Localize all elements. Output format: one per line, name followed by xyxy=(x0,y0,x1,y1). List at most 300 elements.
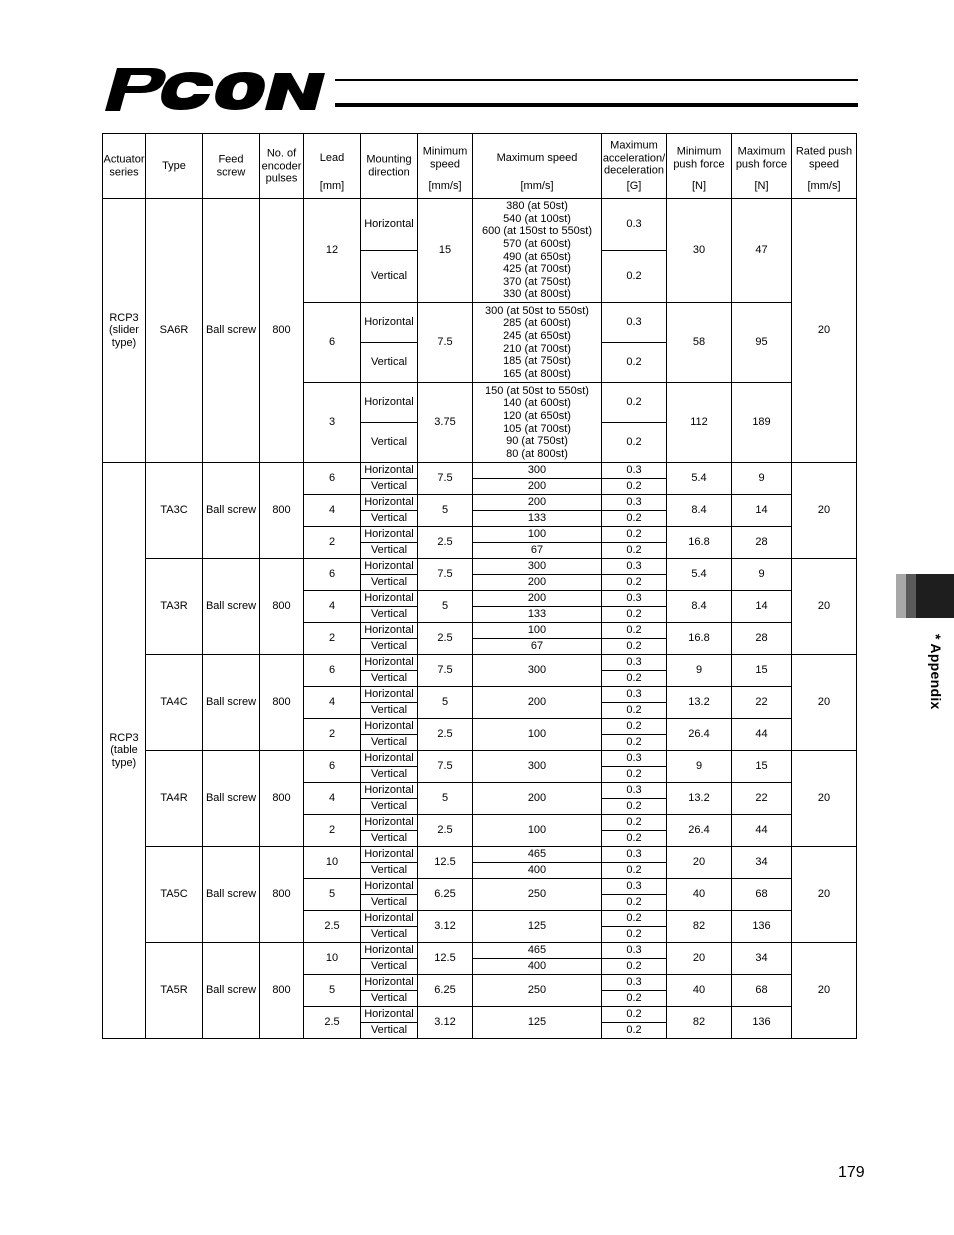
max-accel-cell xyxy=(602,767,667,783)
max-speed-cell-text: 100 xyxy=(527,824,547,837)
type-cell-text: TA3C xyxy=(160,504,188,517)
max-accel-cell-text: 0.3 xyxy=(626,560,642,573)
min-speed-cell-text: 3.12 xyxy=(434,1016,456,1029)
min-speed-cell-text: 5 xyxy=(441,696,449,709)
lead-cell xyxy=(304,591,361,623)
max-speed-cell xyxy=(473,959,602,975)
max-accel-cell xyxy=(602,719,667,735)
encoder-pulses-cell xyxy=(260,751,304,847)
max-accel-cell xyxy=(602,543,667,559)
encoder-pulses-cell-text: 800 xyxy=(272,792,291,805)
lead-cell xyxy=(304,559,361,591)
min-push-force-cell-text: 16.8 xyxy=(688,632,710,645)
encoder-pulses-cell xyxy=(260,463,304,559)
rated-push-speed-cell xyxy=(792,655,857,751)
max-speed-cell-text: 67 xyxy=(530,640,544,653)
max-speed-cell-text: 380 (at 50st) 540 (at 100st) 600 (at 150st to 550st) 570 (at 600st) 490 (at 650st) 425 (at 700st) 370 (at 750st) 330 (at 800st) xyxy=(481,200,593,301)
max-push-force-cell-text: 136 xyxy=(752,920,771,933)
lead-cell xyxy=(304,815,361,847)
lead-cell xyxy=(304,975,361,1007)
mounting-direction-cell-text: Horizontal xyxy=(364,1008,414,1021)
pcon-logo xyxy=(95,64,335,112)
max-accel-cell-text: 0.3 xyxy=(626,944,642,957)
table-header-row xyxy=(103,134,857,199)
max-push-force-cell-text: 44 xyxy=(755,824,768,837)
mounting-direction-cell xyxy=(361,799,418,815)
section-tab-marker xyxy=(896,574,954,618)
type-cell-text: TA5R xyxy=(160,984,188,997)
max-push-force-cell-text: 28 xyxy=(755,632,768,645)
column-header-unit: [G] xyxy=(626,180,642,192)
type-cell-text: TA4C xyxy=(160,696,188,709)
mounting-direction-cell xyxy=(361,671,418,687)
max-speed-cell xyxy=(473,575,602,591)
mounting-direction-cell-text: Vertical xyxy=(370,436,408,449)
column-header xyxy=(473,134,602,199)
max-accel-cell-text: 0.2 xyxy=(626,608,642,621)
mounting-direction-cell-text: Vertical xyxy=(370,736,408,749)
max-accel-cell-text: 0.2 xyxy=(626,436,642,449)
max-accel-cell xyxy=(602,847,667,863)
column-header-label: Type xyxy=(162,159,186,172)
min-speed-cell xyxy=(418,495,473,527)
tab-block-dark xyxy=(916,574,954,618)
column-header xyxy=(304,134,361,199)
column-header-label: Lead xyxy=(319,152,345,165)
lead-cell-text: 2 xyxy=(328,728,336,741)
min-speed-cell xyxy=(418,383,473,463)
encoder-pulses-cell xyxy=(260,943,304,1039)
min-push-force-cell-text: 13.2 xyxy=(688,792,710,805)
mounting-direction-cell-text: Vertical xyxy=(370,480,408,493)
mounting-direction-cell xyxy=(361,751,418,767)
encoder-pulses-cell xyxy=(260,559,304,655)
min-speed-cell-text: 7.5 xyxy=(437,664,453,677)
min-push-force-cell-text: 40 xyxy=(692,984,706,997)
max-speed-cell xyxy=(473,383,602,463)
column-header-label: Maximum acceleration/ deceleration xyxy=(602,139,666,177)
column-header-unit: [mm/s] xyxy=(428,180,462,192)
min-push-force-cell-text: 26.4 xyxy=(688,824,710,837)
max-speed-cell-text: 250 xyxy=(527,984,547,997)
column-header xyxy=(361,134,418,199)
mounting-direction-cell xyxy=(361,655,418,671)
lead-cell xyxy=(304,687,361,719)
max-speed-cell-text: 125 xyxy=(527,1016,547,1029)
max-accel-cell xyxy=(602,975,667,991)
lead-cell-text: 4 xyxy=(328,600,336,613)
max-accel-cell xyxy=(602,1007,667,1023)
max-push-force-cell-text: 34 xyxy=(755,952,768,965)
min-speed-cell xyxy=(418,975,473,1007)
max-speed-cell xyxy=(473,1007,602,1039)
min-speed-cell-text: 2.5 xyxy=(437,536,453,549)
max-speed-cell xyxy=(473,975,602,1007)
max-accel-cell-text: 0.2 xyxy=(626,720,642,733)
max-accel-cell-text: 0.3 xyxy=(626,880,642,893)
mounting-direction-cell-text: Horizontal xyxy=(364,720,414,733)
rated-push-speed-cell xyxy=(792,199,857,463)
max-accel-cell-text: 0.2 xyxy=(626,270,642,283)
max-accel-cell-text: 0.3 xyxy=(626,316,642,329)
mounting-direction-cell-text: Horizontal xyxy=(364,464,414,477)
mounting-direction-cell xyxy=(361,303,418,343)
encoder-pulses-cell xyxy=(260,199,304,463)
type-cell-text: SA6R xyxy=(159,324,189,337)
max-speed-cell xyxy=(473,591,602,607)
min-speed-cell-text: 12.5 xyxy=(434,952,456,965)
lead-cell xyxy=(304,623,361,655)
lead-cell xyxy=(304,383,361,463)
max-accel-cell xyxy=(602,879,667,895)
mounting-direction-cell xyxy=(361,703,418,719)
max-speed-cell xyxy=(473,943,602,959)
max-speed-cell xyxy=(473,719,602,751)
table-row xyxy=(103,847,857,863)
rated-push-speed-cell xyxy=(792,751,857,847)
max-speed-cell-text: 200 xyxy=(527,592,547,605)
column-header-label: Rated push speed xyxy=(795,145,853,171)
max-accel-cell xyxy=(602,343,667,383)
max-accel-cell-text: 0.2 xyxy=(626,624,642,637)
mounting-direction-cell-text: Horizontal xyxy=(364,880,414,893)
mounting-direction-cell-text: Horizontal xyxy=(364,816,414,829)
mounting-direction-cell xyxy=(361,863,418,879)
min-speed-cell xyxy=(418,687,473,719)
max-push-force-cell-text: 14 xyxy=(755,600,768,613)
max-push-force-cell-text: 189 xyxy=(752,416,771,429)
max-accel-cell-text: 0.2 xyxy=(626,928,642,941)
mounting-direction-cell-text: Horizontal xyxy=(364,496,414,509)
max-accel-cell-text: 0.2 xyxy=(626,736,642,749)
min-push-force-cell xyxy=(667,199,732,303)
max-push-force-cell-text: 15 xyxy=(755,760,768,773)
min-speed-cell xyxy=(418,623,473,655)
mounting-direction-cell-text: Horizontal xyxy=(364,784,414,797)
lead-cell xyxy=(304,303,361,383)
mounting-direction-cell xyxy=(361,543,418,559)
column-header-unit: [mm/s] xyxy=(520,180,554,192)
type-cell-text: TA4R xyxy=(160,792,188,805)
tab-stripe-light xyxy=(896,574,906,618)
feed-screw-cell-text: Ball screw xyxy=(205,324,257,337)
max-push-force-cell-text: 9 xyxy=(758,472,765,485)
min-speed-cell xyxy=(418,751,473,783)
mounting-direction-cell-text: Horizontal xyxy=(364,396,414,409)
max-push-force-cell xyxy=(732,623,792,655)
encoder-pulses-cell-text: 800 xyxy=(272,984,291,997)
max-push-force-cell-text: 47 xyxy=(755,244,768,257)
max-accel-cell-text: 0.2 xyxy=(626,832,642,845)
header-rule-thick xyxy=(335,103,858,107)
mounting-direction-cell xyxy=(361,463,418,479)
actuator-series-cell xyxy=(103,463,146,1039)
min-push-force-cell xyxy=(667,687,732,719)
mounting-direction-cell-text: Horizontal xyxy=(364,912,414,925)
min-push-force-cell xyxy=(667,751,732,783)
max-push-force-cell xyxy=(732,751,792,783)
max-accel-cell-text: 0.3 xyxy=(626,496,642,509)
lead-cell xyxy=(304,879,361,911)
min-speed-cell-text: 6.25 xyxy=(434,888,456,901)
mounting-direction-cell-text: Vertical xyxy=(370,608,408,621)
max-speed-cell-text: 200 xyxy=(527,496,547,509)
column-header-unit: [N] xyxy=(691,180,707,192)
column-header-label: Maximum speed xyxy=(496,152,578,165)
feed-screw-cell-text: Ball screw xyxy=(205,984,257,997)
min-push-force-cell-text: 8.4 xyxy=(691,600,707,613)
type-cell-text: TA5C xyxy=(160,888,188,901)
max-accel-cell-text: 0.2 xyxy=(626,912,642,925)
column-header-unit: [mm/s] xyxy=(807,180,841,192)
max-push-force-cell xyxy=(732,527,792,559)
rated-push-speed-cell xyxy=(792,463,857,559)
type-cell xyxy=(146,847,203,943)
lead-cell xyxy=(304,655,361,687)
mounting-direction-cell xyxy=(361,687,418,703)
min-speed-cell xyxy=(418,527,473,559)
max-speed-cell-text: 100 xyxy=(527,624,547,637)
mounting-direction-cell-text: Vertical xyxy=(370,270,408,283)
lead-cell xyxy=(304,495,361,527)
mounting-direction-cell xyxy=(361,927,418,943)
rated-push-speed-cell-text: 20 xyxy=(817,504,831,517)
mounting-direction-cell xyxy=(361,575,418,591)
rated-push-speed-cell xyxy=(792,559,857,655)
mounting-direction-cell-text: Vertical xyxy=(370,928,408,941)
feed-screw-cell xyxy=(203,751,260,847)
min-speed-cell-text: 2.5 xyxy=(437,824,453,837)
mounting-direction-cell xyxy=(361,423,418,463)
max-push-force-cell xyxy=(732,879,792,911)
mounting-direction-cell-text: Horizontal xyxy=(364,848,414,861)
section-label-appendix: * Appendix xyxy=(928,634,944,710)
mounting-direction-cell-text: Horizontal xyxy=(364,624,414,637)
min-push-force-cell-text: 5.4 xyxy=(691,568,707,581)
column-header-unit: [mm] xyxy=(319,180,345,192)
column-header xyxy=(418,134,473,199)
max-speed-cell-text: 67 xyxy=(530,544,544,557)
lead-cell-text: 4 xyxy=(328,792,336,805)
max-speed-cell xyxy=(473,479,602,495)
mounting-direction-cell-text: Vertical xyxy=(370,832,408,845)
max-speed-cell-text: 133 xyxy=(527,608,547,621)
max-accel-cell xyxy=(602,495,667,511)
max-speed-cell-text: 133 xyxy=(527,512,547,525)
mounting-direction-cell-text: Horizontal xyxy=(364,752,414,765)
mounting-direction-cell xyxy=(361,847,418,863)
lead-cell xyxy=(304,1007,361,1039)
max-speed-cell-text: 200 xyxy=(527,576,547,589)
type-cell xyxy=(146,655,203,751)
lead-cell xyxy=(304,199,361,303)
max-speed-cell xyxy=(473,303,602,383)
lead-cell-text: 2 xyxy=(328,824,336,837)
max-accel-cell xyxy=(602,671,667,687)
min-push-force-cell xyxy=(667,303,732,383)
min-push-force-cell xyxy=(667,623,732,655)
max-accel-cell-text: 0.3 xyxy=(626,656,642,669)
lead-cell xyxy=(304,527,361,559)
min-push-force-cell xyxy=(667,847,732,879)
min-speed-cell xyxy=(418,303,473,383)
mounting-direction-cell-text: Vertical xyxy=(370,896,408,909)
column-header xyxy=(602,134,667,199)
max-accel-cell xyxy=(602,895,667,911)
max-accel-cell xyxy=(602,479,667,495)
mounting-direction-cell xyxy=(361,959,418,975)
mounting-direction-cell xyxy=(361,719,418,735)
max-accel-cell-text: 0.2 xyxy=(626,1024,642,1037)
lead-cell-text: 5 xyxy=(328,888,336,901)
min-speed-cell xyxy=(418,559,473,591)
min-push-force-cell-text: 58 xyxy=(692,336,706,349)
max-speed-cell-text: 300 xyxy=(527,464,547,477)
mounting-direction-cell xyxy=(361,527,418,543)
max-speed-cell xyxy=(473,847,602,863)
max-accel-cell xyxy=(602,911,667,927)
rated-push-speed-cell-text: 20 xyxy=(817,792,831,805)
max-push-force-cell xyxy=(732,383,792,463)
max-push-force-cell xyxy=(732,815,792,847)
max-push-force-cell xyxy=(732,463,792,495)
max-accel-cell xyxy=(602,639,667,655)
mounting-direction-cell xyxy=(361,199,418,251)
rated-push-speed-cell xyxy=(792,943,857,1039)
min-speed-cell xyxy=(418,847,473,879)
mounting-direction-cell-text: Horizontal xyxy=(364,560,414,573)
mounting-direction-cell xyxy=(361,895,418,911)
lead-cell-text: 5 xyxy=(328,984,336,997)
min-push-force-cell-text: 9 xyxy=(695,760,703,773)
rated-push-speed-cell-text: 20 xyxy=(817,696,831,709)
max-speed-cell xyxy=(473,751,602,783)
max-accel-cell xyxy=(602,527,667,543)
max-speed-cell xyxy=(473,639,602,655)
min-speed-cell-text: 5 xyxy=(441,504,449,517)
min-push-force-cell xyxy=(667,1007,732,1039)
lead-cell xyxy=(304,783,361,815)
min-push-force-cell xyxy=(667,911,732,943)
encoder-pulses-cell-text: 800 xyxy=(272,504,291,517)
max-accel-cell xyxy=(602,251,667,303)
mounting-direction-cell-text: Vertical xyxy=(370,1024,408,1037)
encoder-pulses-cell-text: 800 xyxy=(272,696,291,709)
min-speed-cell xyxy=(418,943,473,975)
max-accel-cell xyxy=(602,591,667,607)
max-speed-cell-text: 300 xyxy=(527,760,547,773)
max-accel-cell-text: 0.2 xyxy=(626,396,642,409)
lead-cell-text: 6 xyxy=(328,760,336,773)
type-cell xyxy=(146,751,203,847)
min-push-force-cell-text: 112 xyxy=(690,416,708,429)
lead-cell-text: 6 xyxy=(328,664,336,677)
min-push-force-cell xyxy=(667,879,732,911)
min-speed-cell xyxy=(418,783,473,815)
min-speed-cell xyxy=(418,199,473,303)
table-row xyxy=(103,943,857,959)
max-push-force-cell xyxy=(732,687,792,719)
lead-cell-text: 4 xyxy=(328,696,336,709)
min-push-force-cell xyxy=(667,719,732,751)
max-speed-cell-text: 300 (at 50st to 550st) 285 (at 600st) 245 (at 650st) 210 (at 700st) 185 (at 750st) 165 (at 800st) xyxy=(485,304,589,380)
mounting-direction-cell xyxy=(361,607,418,623)
max-accel-cell xyxy=(602,511,667,527)
mounting-direction-cell xyxy=(361,815,418,831)
max-accel-cell-text: 0.3 xyxy=(626,752,642,765)
rated-push-speed-cell-text: 20 xyxy=(817,888,831,901)
min-speed-cell xyxy=(418,719,473,751)
column-header xyxy=(203,134,260,199)
max-accel-cell xyxy=(602,1023,667,1039)
mounting-direction-cell xyxy=(361,879,418,895)
max-push-force-cell-text: 68 xyxy=(755,984,768,997)
lead-cell-text: 3 xyxy=(328,416,336,429)
max-accel-cell-text: 0.2 xyxy=(626,896,642,909)
min-speed-cell-text: 6.25 xyxy=(434,984,456,997)
min-speed-cell xyxy=(418,463,473,495)
encoder-pulses-cell-text: 800 xyxy=(272,600,291,613)
mounting-direction-cell-text: Vertical xyxy=(370,544,408,557)
column-header xyxy=(792,134,857,199)
min-push-force-cell-text: 8.4 xyxy=(691,504,707,517)
actuator-series-cell-text: RCP3 (slider type) xyxy=(109,311,139,349)
max-accel-cell-text: 0.2 xyxy=(626,816,642,829)
max-speed-cell-text: 300 xyxy=(527,664,547,677)
lead-cell xyxy=(304,911,361,943)
max-accel-cell-text: 0.3 xyxy=(626,848,642,861)
max-speed-cell xyxy=(473,495,602,511)
min-speed-cell xyxy=(418,655,473,687)
max-accel-cell-text: 0.2 xyxy=(626,640,642,653)
lead-cell xyxy=(304,751,361,783)
min-speed-cell-text: 7.5 xyxy=(437,760,453,773)
min-speed-cell-text: 2.5 xyxy=(437,632,453,645)
max-speed-cell xyxy=(473,543,602,559)
lead-cell-text: 6 xyxy=(328,568,336,581)
max-accel-cell xyxy=(602,623,667,639)
rated-push-speed-cell-text: 20 xyxy=(817,600,831,613)
mounting-direction-cell xyxy=(361,767,418,783)
mounting-direction-cell-text: Horizontal xyxy=(364,688,414,701)
column-header xyxy=(146,134,203,199)
lead-cell xyxy=(304,943,361,975)
min-push-force-cell xyxy=(667,463,732,495)
lead-cell-text: 10 xyxy=(325,856,339,869)
table-row xyxy=(103,655,857,671)
max-push-force-cell-text: 44 xyxy=(755,728,768,741)
column-header-label: Feed screw xyxy=(216,153,246,178)
min-speed-cell-text: 7.5 xyxy=(437,336,453,349)
mounting-direction-cell xyxy=(361,495,418,511)
mounting-direction-cell xyxy=(361,511,418,527)
max-push-force-cell xyxy=(732,591,792,623)
max-speed-cell-text: 100 xyxy=(527,728,547,741)
min-push-force-cell xyxy=(667,655,732,687)
max-accel-cell xyxy=(602,991,667,1007)
min-push-force-cell-text: 13.2 xyxy=(688,696,710,709)
max-speed-cell-text: 250 xyxy=(527,888,547,901)
mounting-direction-cell-text: Vertical xyxy=(370,672,408,685)
max-accel-cell xyxy=(602,199,667,251)
max-accel-cell-text: 0.2 xyxy=(626,960,642,973)
encoder-pulses-cell-text: 800 xyxy=(272,324,291,337)
mounting-direction-cell xyxy=(361,479,418,495)
encoder-pulses-cell xyxy=(260,655,304,751)
type-cell xyxy=(146,943,203,1039)
feed-screw-cell-text: Ball screw xyxy=(205,600,257,613)
feed-screw-cell-text: Ball screw xyxy=(205,888,257,901)
